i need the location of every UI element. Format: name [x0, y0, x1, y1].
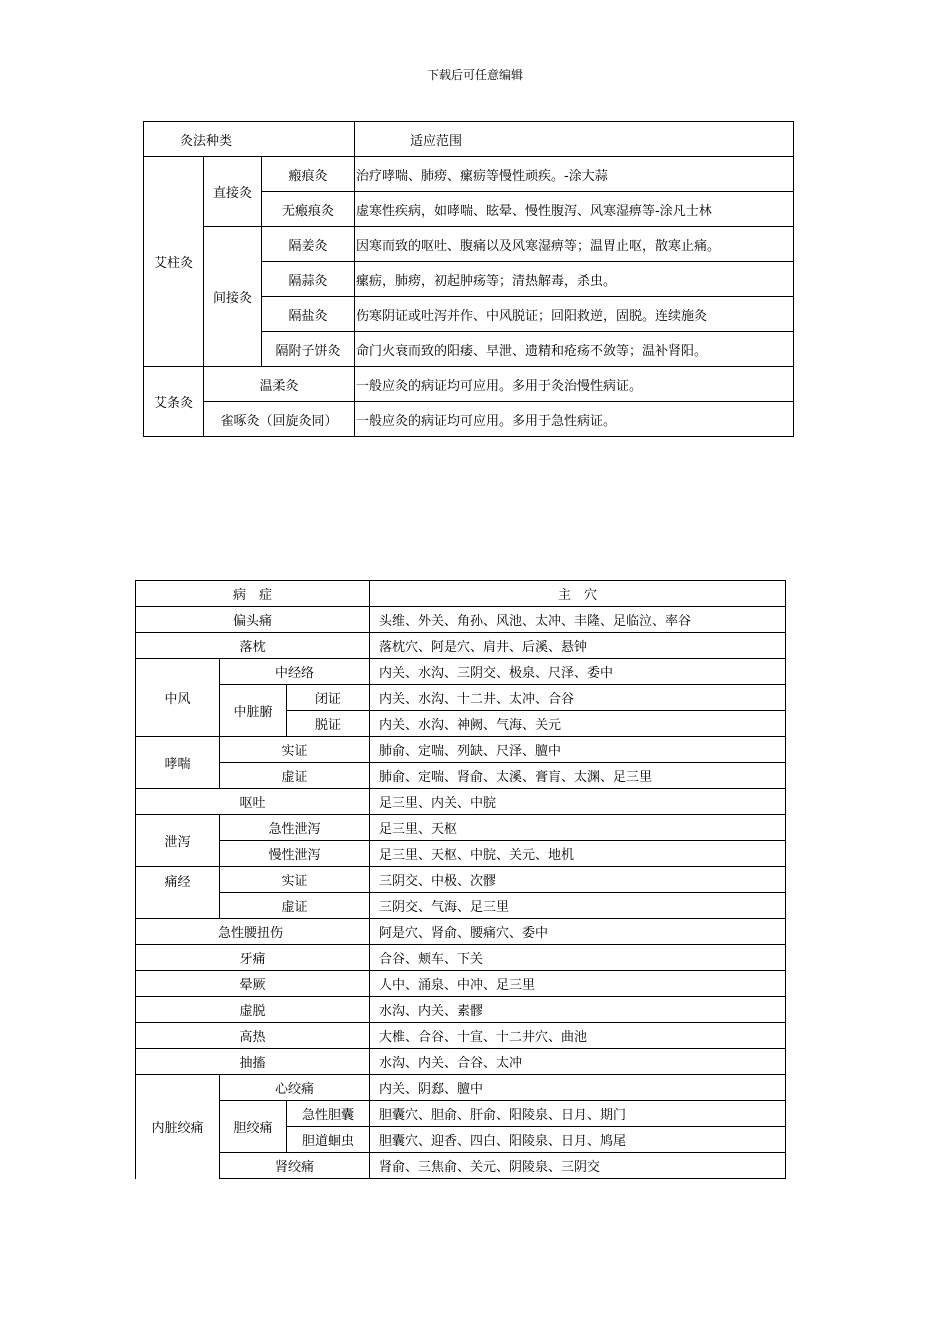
- disease-name: 偏头痛: [136, 607, 370, 633]
- method-scope: 治疗哮喘、肺痨、瘰疬等慢性顽疾。-涂大蒜: [355, 157, 794, 192]
- method-name: 无瘢痕灸: [262, 192, 355, 227]
- table-row: [136, 945, 786, 971]
- disease-name: 虚脱: [136, 997, 370, 1023]
- acupoint-table: [135, 580, 786, 1179]
- main-points: 三阴交、气海、足三里: [370, 893, 786, 919]
- main-points: 合谷、颊车、下关: [370, 945, 786, 971]
- disease-name: 牙痛: [136, 945, 370, 971]
- method-name: 隔盐灸: [262, 297, 355, 332]
- main-points: 水沟、内关、合谷、太冲: [370, 1049, 786, 1075]
- disease-name: 内脏绞痛: [136, 1075, 220, 1179]
- main-points: 内关、阴郄、膻中: [370, 1075, 786, 1101]
- table-row: [136, 737, 786, 763]
- table-row: [136, 971, 786, 997]
- main-points: 水沟、内关、素髎: [370, 997, 786, 1023]
- disease-subtype: 急性泄泻: [220, 815, 370, 841]
- disease-subtype: 实证: [220, 867, 370, 893]
- disease-subtype: 中经络: [220, 659, 370, 685]
- category-aitiao: 艾条灸: [144, 367, 204, 437]
- main-points: 大椎、合谷、十宣、十二井穴、曲池: [370, 1023, 786, 1049]
- table-row: [136, 1049, 786, 1075]
- method-scope: 一般应灸的病证均可应用。多用于急性病证。: [355, 402, 794, 437]
- method-scope: 伤寒阴证或吐泻并作、中风脱证；回阳救逆，固脱。连续施灸: [355, 297, 794, 332]
- table-row: [136, 633, 786, 659]
- col-header-method: 灸法种类: [144, 122, 355, 157]
- main-points: 阿是穴、肾俞、腰痛穴、委中: [370, 919, 786, 945]
- method-name: 隔附子饼灸: [262, 332, 355, 367]
- table-row: [136, 685, 786, 711]
- table-row: [144, 227, 794, 262]
- main-points: 足三里、天枢、中脘、关元、地机: [370, 841, 786, 867]
- disease-name: 呕吐: [136, 789, 370, 815]
- disease-name: 痛经: [136, 867, 220, 919]
- table-row: [136, 659, 786, 685]
- table-row: [136, 919, 786, 945]
- main-points: 肺俞、定喘、列缺、尺泽、膻中: [370, 737, 786, 763]
- disease-name: 高热: [136, 1023, 370, 1049]
- table-row: [136, 607, 786, 633]
- method-scope: 一般应灸的病证均可应用。多用于灸治慢性病证。: [355, 367, 794, 402]
- disease-subtype: 急性胆囊: [287, 1101, 370, 1127]
- disease-subtype: 脱证: [287, 711, 370, 737]
- main-points: 三阴交、中极、次髎: [370, 867, 786, 893]
- method-scope: 命门火衰而致的阳痿、早泄、遗精和疮疡不敛等；温补肾阳。: [355, 332, 794, 367]
- method-scope: 虚寒性疾病，如哮喘、眩晕、慢性腹泻、风寒湿痹等-涂凡士林: [355, 192, 794, 227]
- main-points: 头维、外关、角孙、风池、太冲、丰隆、足临泣、率谷: [370, 607, 786, 633]
- disease-subtype: 胆道蛔虫: [287, 1127, 370, 1153]
- table-row: [144, 402, 794, 437]
- col-header-disease: 病 症: [136, 581, 370, 607]
- table-header-row: [144, 122, 794, 157]
- disease-name: 哮喘: [136, 737, 220, 789]
- method-scope: 瘰疬，肺痨，初起肿疡等；清热解毒，杀虫。: [355, 262, 794, 297]
- table-row: [136, 867, 786, 893]
- category-aizhu: 艾柱灸: [144, 157, 204, 367]
- disease-subtype: 虚证: [220, 893, 370, 919]
- main-points: 落枕穴、阿是穴、肩井、后溪、悬钟: [370, 633, 786, 659]
- disease-subtype: 慢性泄泻: [220, 841, 370, 867]
- subcategory-direct: 直接灸: [204, 157, 262, 227]
- main-points: 内关、水沟、十二井、太冲、合谷: [370, 685, 786, 711]
- disease-name: 抽搐: [136, 1049, 370, 1075]
- col-header-points: 主 穴: [370, 581, 786, 607]
- table-row: [136, 841, 786, 867]
- disease-name: 中风: [136, 659, 220, 737]
- disease-subtype: 胆绞痛: [220, 1101, 287, 1153]
- moxibustion-table: [143, 121, 794, 437]
- method-name: 瘢痕灸: [262, 157, 355, 192]
- table-row: [136, 1023, 786, 1049]
- disease-subtype: 实证: [220, 737, 370, 763]
- subcategory-indirect: 间接灸: [204, 227, 262, 367]
- table-row: [136, 789, 786, 815]
- disease-subtype: 闭证: [287, 685, 370, 711]
- main-points: 人中、涌泉、中冲、足三里: [370, 971, 786, 997]
- disease-subtype: 虚证: [220, 763, 370, 789]
- main-points: 胆囊穴、迎香、四白、阳陵泉、日月、鸠尾: [370, 1127, 786, 1153]
- disease-subtype: 肾绞痛: [220, 1153, 370, 1179]
- table-row: [136, 763, 786, 789]
- table-row: [144, 367, 794, 402]
- disease-name: 泄泻: [136, 815, 220, 867]
- method-name: 隔姜灸: [262, 227, 355, 262]
- main-points: 足三里、内关、中脘: [370, 789, 786, 815]
- table-row: [144, 157, 794, 192]
- main-points: 胆囊穴、胆俞、肝俞、阳陵泉、日月、期门: [370, 1101, 786, 1127]
- page-header: 下载后可任意编辑: [426, 68, 523, 82]
- table-row: [136, 1153, 786, 1179]
- disease-name: 晕厥: [136, 971, 370, 997]
- method-name: 隔蒜灸: [262, 262, 355, 297]
- main-points: 肾俞、三焦俞、关元、阴陵泉、三阴交: [370, 1153, 786, 1179]
- disease-name: 落枕: [136, 633, 370, 659]
- table-row: [136, 815, 786, 841]
- main-points: 内关、水沟、三阴交、极泉、尺泽、委中: [370, 659, 786, 685]
- main-points: 肺俞、定喘、肾俞、太溪、膏肓、太渊、足三里: [370, 763, 786, 789]
- method-scope: 因寒而致的呕吐、腹痛以及风寒湿痹等；温胃止呕，散寒止痛。: [355, 227, 794, 262]
- main-points: 内关、水沟、神阙、气海、关元: [370, 711, 786, 737]
- method-name: 温柔灸: [204, 367, 355, 402]
- disease-subtype: 心绞痛: [220, 1075, 370, 1101]
- table-row: [136, 893, 786, 919]
- col-header-scope: 适应范围: [355, 122, 794, 157]
- disease-name: 急性腰扭伤: [136, 919, 370, 945]
- table-row: [136, 997, 786, 1023]
- table-row: [136, 1075, 786, 1101]
- disease-subtype: 中脏腑: [220, 685, 287, 737]
- main-points: 足三里、天枢: [370, 815, 786, 841]
- method-name: 雀啄灸（回旋灸同）: [204, 402, 355, 437]
- table-header-row: [136, 581, 786, 607]
- table-row: [136, 1101, 786, 1127]
